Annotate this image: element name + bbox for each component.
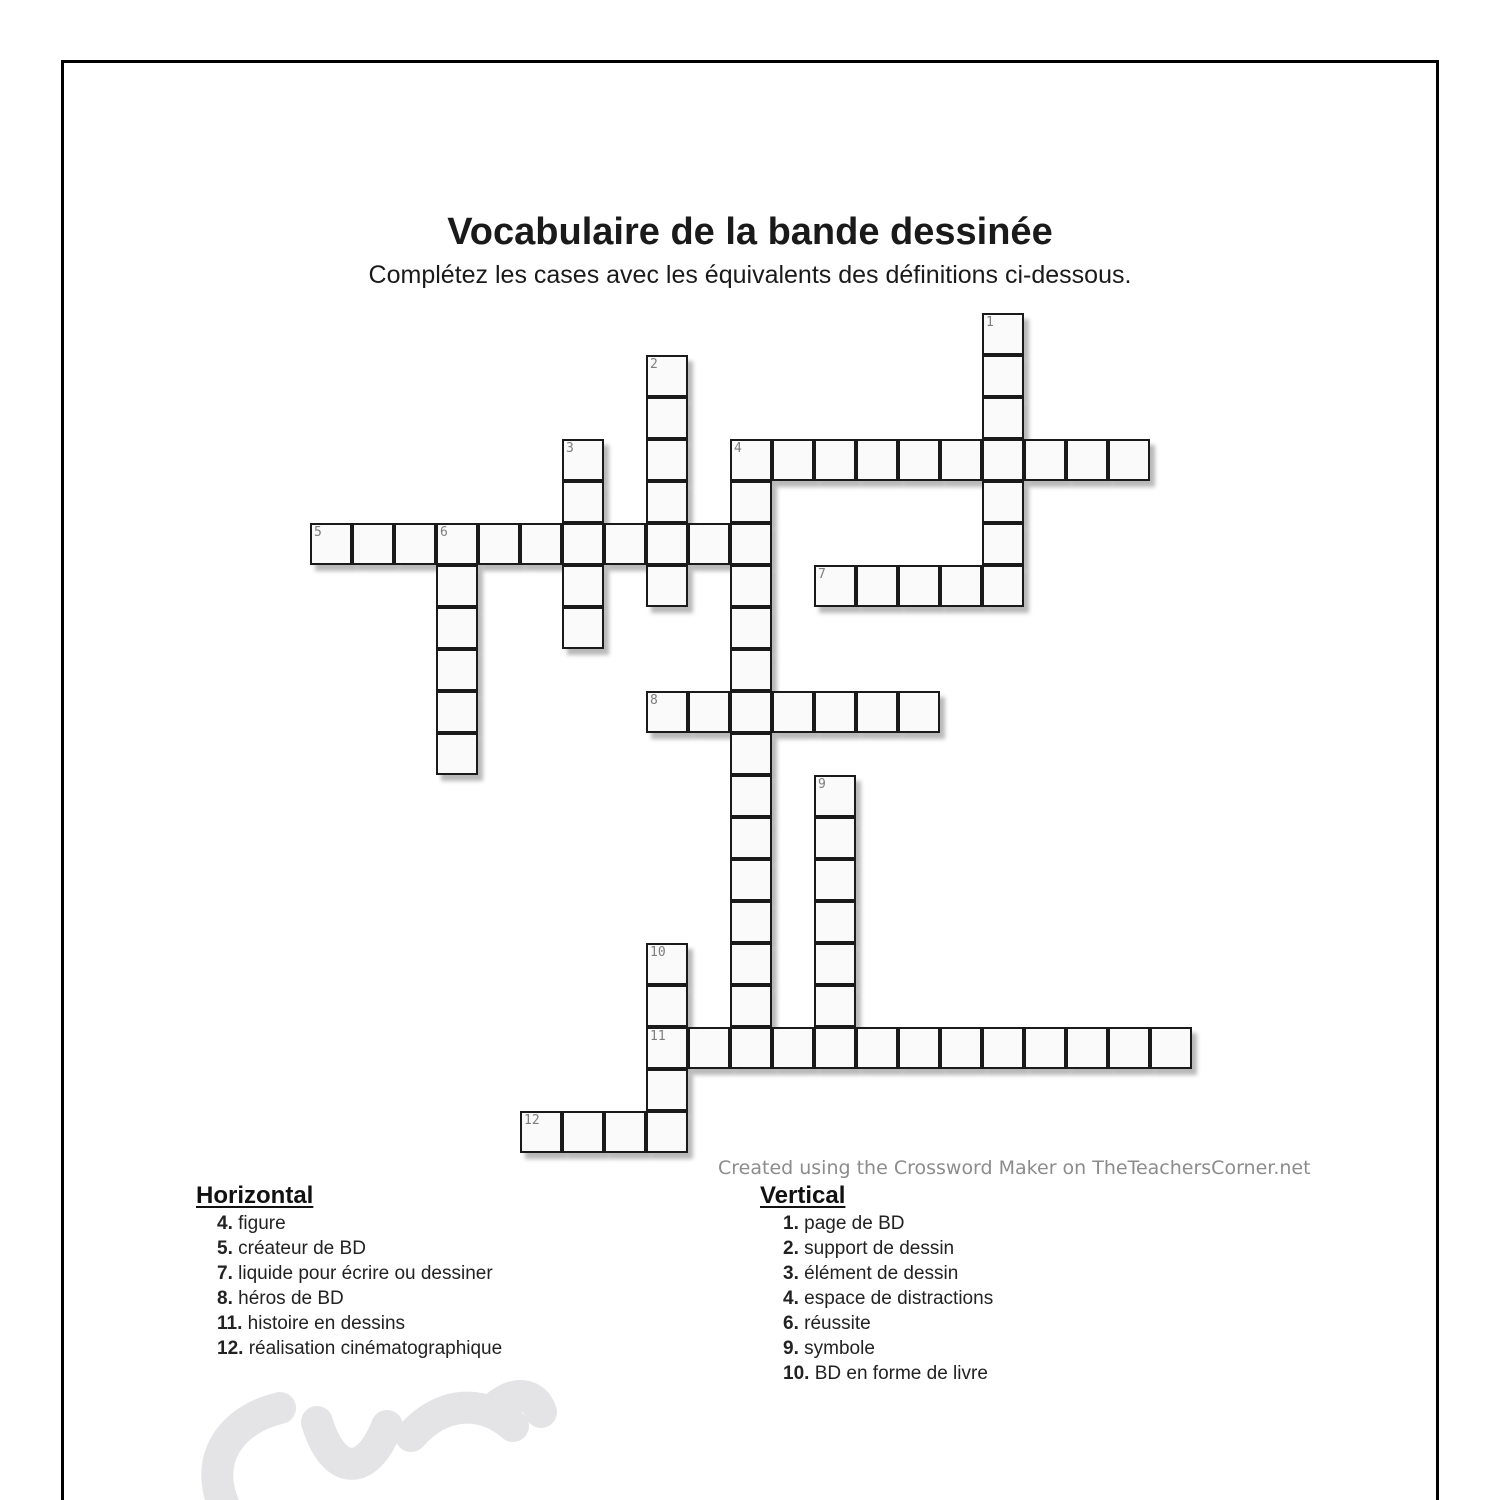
crossword-cell[interactable] xyxy=(814,985,856,1027)
clue-item xyxy=(783,1236,993,1261)
crossword-cell[interactable] xyxy=(730,775,772,817)
clue-number: 12. xyxy=(217,1338,244,1359)
clue-item xyxy=(783,1211,993,1236)
crossword-cell[interactable] xyxy=(730,859,772,901)
crossword-cell[interactable] xyxy=(1024,439,1066,481)
crossword-cell[interactable] xyxy=(436,649,478,691)
crossword-cell[interactable] xyxy=(1066,1027,1108,1069)
crossword-cell[interactable] xyxy=(562,439,604,481)
cell-number: 11 xyxy=(650,1029,666,1044)
clue-text: symbole xyxy=(798,1338,875,1359)
clue-text: réussite xyxy=(798,1313,871,1334)
crossword-cell[interactable] xyxy=(814,1027,856,1069)
crossword-cell[interactable] xyxy=(814,565,856,607)
crossword-cell[interactable] xyxy=(646,439,688,481)
crossword-cell[interactable] xyxy=(772,691,814,733)
clue-number: 1. xyxy=(783,1213,799,1234)
crossword-cell[interactable] xyxy=(940,565,982,607)
crossword-cell[interactable] xyxy=(982,523,1024,565)
cell-number: 3 xyxy=(566,441,574,456)
crossword-cell[interactable] xyxy=(856,691,898,733)
crossword-cell[interactable] xyxy=(730,817,772,859)
crossword-cell[interactable] xyxy=(646,355,688,397)
crossword-cell[interactable] xyxy=(982,481,1024,523)
cell-number: 4 xyxy=(734,441,742,456)
crossword-cell[interactable] xyxy=(646,943,688,985)
crossword-cell[interactable] xyxy=(730,523,772,565)
crossword-cell[interactable] xyxy=(814,859,856,901)
clue-number: 9. xyxy=(783,1338,799,1359)
crossword-cell[interactable] xyxy=(730,1027,772,1069)
crossword-cell[interactable] xyxy=(730,481,772,523)
crossword-cell[interactable] xyxy=(898,439,940,481)
clue-item xyxy=(783,1311,993,1336)
horizontal-clues-heading: Horizontal xyxy=(196,1182,314,1209)
crossword-cell[interactable] xyxy=(772,1027,814,1069)
crossword-cell[interactable] xyxy=(1150,1027,1192,1069)
vertical-clue-list xyxy=(783,1211,993,1386)
crossword-cell[interactable] xyxy=(730,691,772,733)
clue-number: 10. xyxy=(783,1363,810,1384)
crossword-cell[interactable] xyxy=(604,1111,646,1153)
crossword-cell[interactable] xyxy=(436,733,478,775)
clue-item xyxy=(783,1361,993,1386)
crossword-cell[interactable] xyxy=(688,523,730,565)
crossword-cell[interactable] xyxy=(772,439,814,481)
credit-line: Created using the Crossword Maker on TheTeachersCorner.net xyxy=(718,1157,1311,1179)
clue-item xyxy=(217,1261,502,1286)
cell-number: 8 xyxy=(650,693,658,708)
clue-number: 3. xyxy=(783,1263,799,1284)
clue-number: 5. xyxy=(217,1238,233,1259)
clue-number: 6. xyxy=(783,1313,799,1334)
crossword-cell[interactable] xyxy=(982,397,1024,439)
cell-number: 6 xyxy=(440,525,448,540)
crossword-cell[interactable] xyxy=(982,313,1024,355)
crossword-cell[interactable] xyxy=(856,1027,898,1069)
crossword-cell[interactable] xyxy=(814,691,856,733)
crossword-cell[interactable] xyxy=(646,481,688,523)
crossword-cell[interactable] xyxy=(730,943,772,985)
cell-number: 1 xyxy=(986,315,994,330)
crossword-cell[interactable] xyxy=(730,565,772,607)
crossword-cell[interactable] xyxy=(1108,1027,1150,1069)
crossword-cell[interactable] xyxy=(646,1111,688,1153)
crossword-grid xyxy=(310,313,1194,1155)
crossword-cell[interactable] xyxy=(520,523,562,565)
cell-number: 2 xyxy=(650,357,658,372)
crossword-cell[interactable] xyxy=(562,481,604,523)
clue-text: espace de distractions xyxy=(798,1288,994,1309)
crossword-cell[interactable] xyxy=(898,1027,940,1069)
clue-text: page de BD xyxy=(798,1213,905,1234)
clue-text: histoire en dessins xyxy=(242,1313,406,1334)
clue-number: 4. xyxy=(217,1213,233,1234)
crossword-cell[interactable] xyxy=(730,901,772,943)
clue-text: BD en forme de livre xyxy=(809,1363,988,1384)
crossword-cell[interactable] xyxy=(394,523,436,565)
crossword-cell[interactable] xyxy=(1024,1027,1066,1069)
page-subtitle: Complétez les cases avec les équivalents des définitions ci-dessous. xyxy=(368,261,1132,289)
crossword-cell[interactable] xyxy=(688,691,730,733)
crossword-cell[interactable] xyxy=(604,523,646,565)
crossword-cell[interactable] xyxy=(982,355,1024,397)
crossword-cell[interactable] xyxy=(982,1027,1024,1069)
crossword-cell[interactable] xyxy=(688,1027,730,1069)
crossword-cell[interactable] xyxy=(898,565,940,607)
clue-item xyxy=(783,1286,993,1311)
crossword-cell[interactable] xyxy=(814,817,856,859)
crossword-cell[interactable] xyxy=(940,439,982,481)
crossword-cell[interactable] xyxy=(562,565,604,607)
crossword-cell[interactable] xyxy=(814,901,856,943)
crossword-cell[interactable] xyxy=(730,607,772,649)
crossword-cell[interactable] xyxy=(436,691,478,733)
clue-item xyxy=(217,1211,502,1236)
crossword-cell[interactable] xyxy=(1066,439,1108,481)
vertical-clues-heading: Vertical xyxy=(760,1182,846,1209)
cell-number: 7 xyxy=(818,567,826,582)
crossword-cell[interactable] xyxy=(898,691,940,733)
crossword-cell[interactable] xyxy=(562,607,604,649)
crossword-cell[interactable] xyxy=(814,775,856,817)
crossword-cell[interactable] xyxy=(940,1027,982,1069)
crossword-cell[interactable] xyxy=(982,565,1024,607)
clue-number: 8. xyxy=(217,1288,233,1309)
clue-number: 2. xyxy=(783,1238,799,1259)
crossword-cell[interactable] xyxy=(814,943,856,985)
crossword-cell[interactable] xyxy=(646,397,688,439)
crossword-cell[interactable] xyxy=(310,523,352,565)
clue-text: figure xyxy=(232,1213,286,1234)
clue-number: 4. xyxy=(783,1288,799,1309)
clue-item xyxy=(217,1286,502,1311)
crossword-cell[interactable] xyxy=(646,523,688,565)
clue-text: liquide pour écrire ou dessiner xyxy=(232,1263,493,1284)
crossword-cell[interactable] xyxy=(436,523,478,565)
crossword-cell[interactable] xyxy=(646,1027,688,1069)
crossword-cell[interactable] xyxy=(520,1111,562,1153)
crossword-cell[interactable] xyxy=(646,565,688,607)
crossword-cell[interactable] xyxy=(730,649,772,691)
clue-item xyxy=(217,1236,502,1261)
clue-text: héros de BD xyxy=(232,1288,344,1309)
crossword-cell[interactable] xyxy=(646,1069,688,1111)
crossword-cell[interactable] xyxy=(436,607,478,649)
crossword-cell[interactable] xyxy=(730,733,772,775)
crossword-cell[interactable] xyxy=(562,1111,604,1153)
crossword-cell[interactable] xyxy=(982,439,1024,481)
clue-item xyxy=(217,1336,502,1361)
clue-number: 7. xyxy=(217,1263,233,1284)
crossword-cell[interactable] xyxy=(646,691,688,733)
watermark-script xyxy=(175,1378,565,1500)
clue-number: 11. xyxy=(217,1313,243,1334)
crossword-cell[interactable] xyxy=(814,439,856,481)
horizontal-clue-list xyxy=(217,1211,502,1361)
clue-text: élément de dessin xyxy=(798,1263,959,1284)
crossword-cell[interactable] xyxy=(352,523,394,565)
crossword-cell[interactable] xyxy=(856,565,898,607)
cell-number: 9 xyxy=(818,777,826,792)
crossword-cell[interactable] xyxy=(730,985,772,1027)
clue-item xyxy=(783,1261,993,1286)
crossword-cell[interactable] xyxy=(478,523,520,565)
crossword-cell[interactable] xyxy=(646,985,688,1027)
crossword-cell[interactable] xyxy=(562,523,604,565)
clue-item xyxy=(783,1336,993,1361)
clue-text: créateur de BD xyxy=(232,1238,366,1259)
cell-number: 12 xyxy=(524,1113,540,1128)
cell-number: 5 xyxy=(314,525,322,540)
clue-text: support de dessin xyxy=(798,1238,955,1259)
crossword-cell[interactable] xyxy=(730,439,772,481)
page-title: Vocabulaire de la bande dessinée xyxy=(447,211,1053,253)
crossword-cell[interactable] xyxy=(436,565,478,607)
clue-text: réalisation cinématographique xyxy=(243,1338,503,1359)
cell-number: 10 xyxy=(650,945,666,960)
crossword-cell[interactable] xyxy=(1108,439,1150,481)
crossword-cell[interactable] xyxy=(856,439,898,481)
clue-item xyxy=(217,1311,502,1336)
